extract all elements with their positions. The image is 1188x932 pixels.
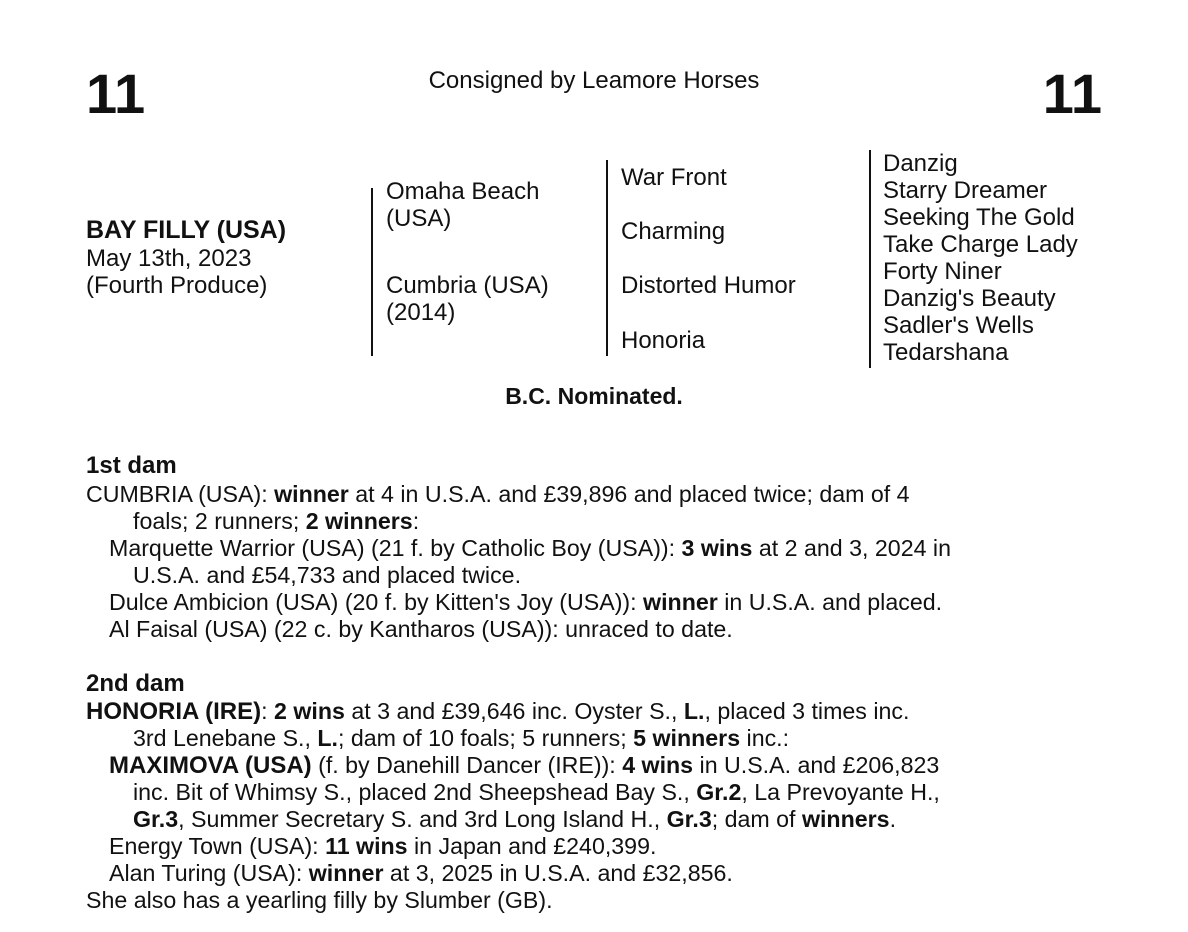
second-dam-line-6 [109, 833, 656, 860]
pedigree-grandparent-1: War Front [621, 164, 727, 191]
text-segment-bold: 11 wins [325, 833, 408, 859]
second-dam-heading: 2nd dam [86, 670, 185, 697]
first-dam-line-4 [133, 562, 521, 589]
second-dam-line-8 [86, 887, 553, 914]
second-dam-line-4 [133, 779, 940, 806]
text-segment-bold: MAXIMOVA (USA) [109, 752, 312, 779]
text-segment: ; dam of [711, 806, 802, 832]
pedigree-divider-2 [606, 160, 608, 356]
text-segment-bold: winners [801, 806, 890, 832]
text-segment: Alan Turing (USA): [109, 860, 309, 886]
pedigree-ggp-3: Seeking The Gold [883, 204, 1075, 231]
text-segment: ; dam of 10 foals; 5 runners; [337, 725, 634, 751]
pedigree-ggp-8: Tedarshana [883, 339, 1009, 366]
text-segment: foals; 2 runners; [133, 508, 306, 534]
text-segment: in U.S.A. and £206,823 [693, 752, 940, 778]
pedigree-ggp-6: Danzig's Beauty [883, 285, 1056, 312]
text-segment: at 3, 2025 in U.S.A. and £32,856. [383, 860, 733, 886]
first-dam-line-6 [109, 616, 733, 643]
lot-number-left: 11 [86, 62, 146, 125]
pedigree-grandparent-3: Distorted Humor [621, 272, 796, 299]
text-segment: : [261, 698, 274, 724]
pedigree-dam-year: (2014) [386, 299, 456, 326]
text-segment-bold: winner [643, 589, 718, 615]
pedigree-divider-1 [371, 188, 373, 356]
text-segment: CUMBRIA (USA): [86, 481, 275, 507]
pedigree-ggp-2: Starry Dreamer [883, 177, 1048, 204]
first-dam-line-3 [109, 535, 951, 562]
text-segment-bold: Gr.3 [133, 806, 179, 832]
text-segment: , Summer Secretary S. and 3rd Long Island H., [178, 806, 667, 832]
text-segment-bold: 5 winners [633, 725, 741, 751]
text-segment: inc.: [740, 725, 790, 751]
pedigree-divider-3 [869, 150, 871, 368]
text-segment-bold: winner [274, 481, 349, 507]
pedigree-dam-name: Cumbria (USA) [386, 272, 549, 299]
text-segment: in U.S.A. and placed. [717, 589, 943, 615]
text-segment-bold: L. [317, 725, 338, 751]
horse-description: BAY FILLY (USA) [86, 216, 287, 244]
second-dam-line-5 [133, 806, 896, 833]
pedigree-ggp-4: Take Charge Lady [883, 231, 1078, 258]
pedigree-dam [386, 272, 549, 326]
pedigree-grandparent-2: Charming [621, 218, 726, 245]
text-segment: , La Prevoyante H., [741, 779, 940, 805]
second-dam-line-1 [86, 698, 909, 725]
text-segment-bold: winner [308, 860, 384, 886]
text-segment-bold: 2 winners [305, 508, 413, 534]
lot-number-right: 11 [1042, 62, 1102, 125]
text-segment: 3rd Lenebane S., [133, 725, 318, 751]
text-segment: Marquette Warrior (USA) (21 f. by Catholic Boy (USA)): [109, 535, 682, 561]
pedigree-sire-origin: (USA) [386, 205, 452, 232]
pedigree-sire-name: Omaha Beach [386, 178, 540, 205]
pedigree-sire [386, 178, 539, 232]
second-dam-line-3 [109, 752, 939, 779]
pedigree-great-grandparents [883, 150, 1078, 366]
text-segment-bold: Gr.3 [666, 806, 712, 832]
text-segment: at 4 in U.S.A. and £39,896 and placed twice; dam of 4 [348, 481, 910, 507]
pedigree-grandparent-4: Honoria [621, 327, 706, 354]
text-segment: She also has a yearling filly by Slumber (GB). [86, 887, 553, 913]
text-segment: U.S.A. and £54,733 and placed twice. [133, 562, 522, 588]
first-dam-heading: 1st dam [86, 452, 177, 479]
produce-note: (Fourth Produce) [86, 272, 268, 299]
text-segment: . [889, 806, 897, 832]
text-segment-bold: 4 wins [622, 752, 694, 778]
bc-nomination: B.C. Nominated. [505, 383, 683, 409]
foaling-date: May 13th, 2023 [86, 245, 252, 272]
text-segment-bold: 2 wins [274, 698, 345, 724]
text-segment: Energy Town (USA): [109, 833, 326, 859]
text-segment: : [412, 508, 420, 534]
second-dam-line-2 [133, 725, 789, 752]
text-segment-bold: L. [683, 698, 705, 724]
pedigree-ggp-5: Forty Niner [883, 258, 1002, 285]
text-segment: Dulce Ambicion (USA) (20 f. by Kitten's Joy (USA)): [109, 589, 644, 615]
text-segment: at 2 and 3, 2024 in [752, 535, 951, 561]
text-segment: , placed 3 times inc. [704, 698, 910, 724]
text-segment: inc. Bit of Whimsy S., placed 2nd Sheepshead Bay S., [133, 779, 697, 805]
text-segment: in Japan and £240,399. [407, 833, 657, 859]
text-segment-bold: 3 wins [681, 535, 753, 561]
pedigree-ggp-7: Sadler's Wells [883, 312, 1034, 339]
text-segment-bold: Gr.2 [696, 779, 742, 805]
second-dam-line-7 [109, 860, 733, 887]
pedigree-ggp-1: Danzig [883, 150, 958, 177]
text-segment: at 3 and £39,646 inc. Oyster S., [344, 698, 684, 724]
consignor: Consigned by Leamore Horses [428, 67, 760, 94]
text-segment: (f. by Danehill Dancer (IRE)): [311, 752, 623, 778]
first-dam-line-2 [133, 508, 419, 535]
text-segment-bold: HONORIA (IRE) [86, 698, 262, 725]
first-dam-line-1 [86, 481, 910, 508]
text-segment: Al Faisal (USA) (22 c. by Kantharos (USA)): unraced to date. [109, 616, 733, 642]
first-dam-line-5 [109, 589, 942, 616]
